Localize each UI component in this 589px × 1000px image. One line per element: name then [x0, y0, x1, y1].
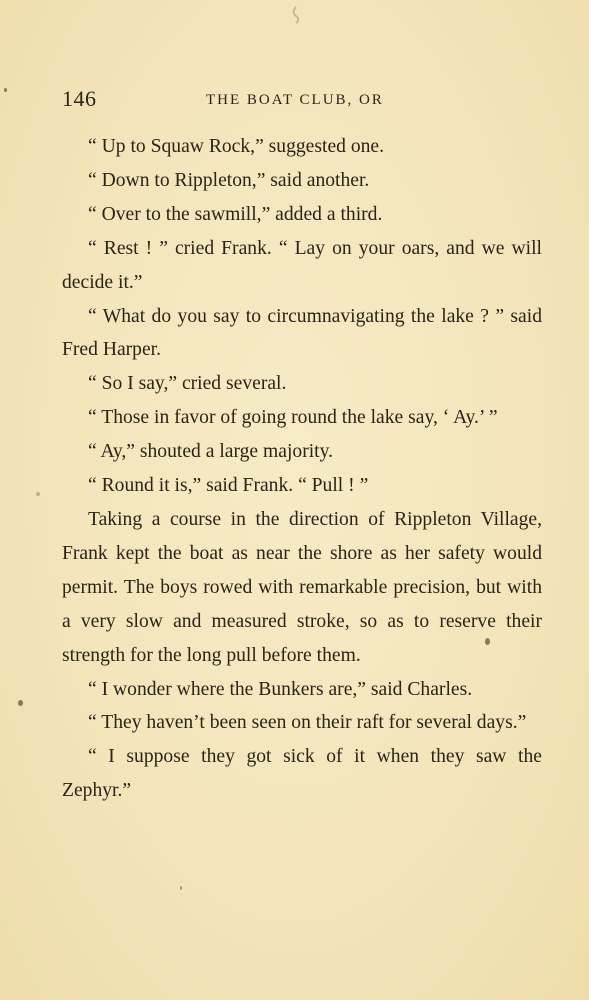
paragraph: “ Rest ! ” cried Frank. “ Lay on your oars, and we will decide it.” [62, 237, 542, 293]
paragraph: “ Up to Squaw Rock,” suggested one. [88, 136, 385, 157]
paragraph: “ Down to Rippleton,” said another. [88, 169, 370, 191]
paragraph: “ Ay,” shouted a large majority. [88, 441, 334, 463]
speck-mark [18, 700, 23, 706]
paragraph: Taking a course in the direction of Rippleton Village, Frank kept the boat as near the shore as her safety would permit. The boys rowed with remarkable precision, but with a very slow and measured stroke, so as to reserve their strength for the long pull before them. [62, 508, 542, 666]
speck-mark [264, 620, 266, 622]
page-header [62, 86, 542, 112]
page-number: 146 [62, 86, 97, 111]
paragraph: “ I wonder where the Bunkers are,” said Charles. [88, 678, 473, 700]
paragraph: “ Over to the sawmill,” added a third. [88, 203, 383, 225]
speck-mark [36, 492, 40, 496]
speck-mark [4, 88, 7, 92]
paragraph: “ What do you say to circumnavigating the lake ? ” said Fred Harper. [62, 305, 542, 361]
body-text [62, 130, 542, 808]
paragraph: “ They haven’t been seen on their raft for several days.” [88, 712, 527, 734]
paragraph: “ I suppose they got sick of it when they saw the Zephyr.” [62, 746, 542, 802]
ornament-mark [291, 6, 301, 24]
paragraph: “ Those in favor of going round the lake say, ‘ Ay.’ ” [88, 407, 498, 429]
speck-mark [485, 638, 490, 645]
paragraph: “ Round it is,” said Frank. “ Pull ! ” [88, 475, 369, 497]
running-head: THE BOAT CLUB, OR [206, 92, 384, 108]
speck-mark [180, 886, 182, 890]
paragraph: “ So I say,” cried several. [88, 373, 287, 395]
